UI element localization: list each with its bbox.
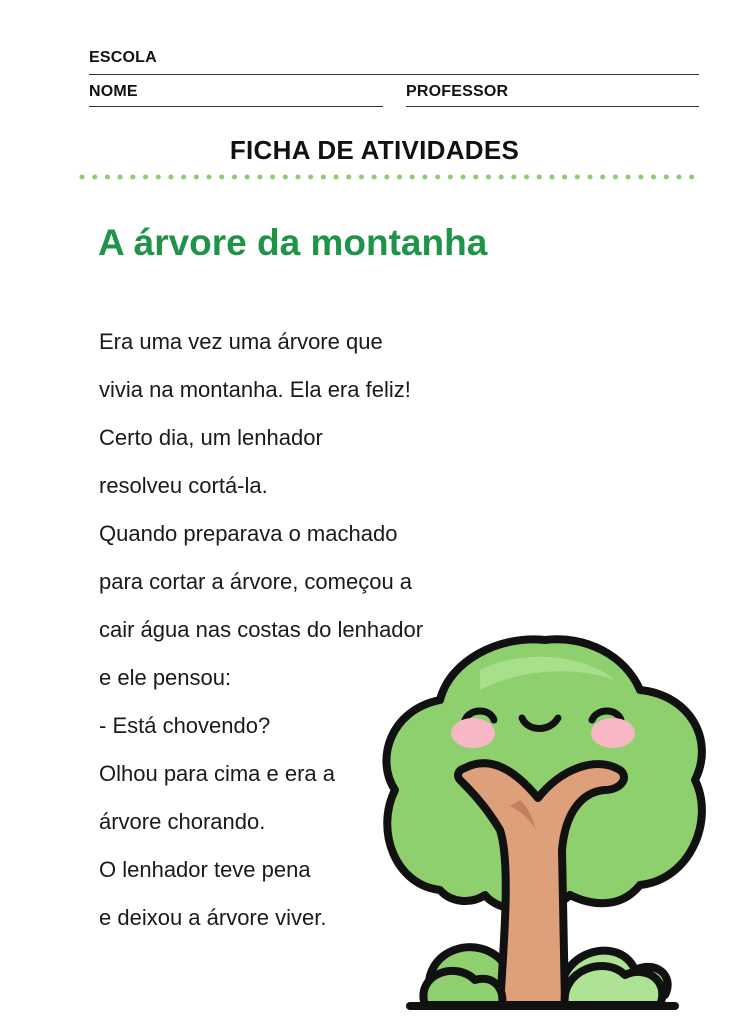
name-line[interactable]	[89, 106, 383, 107]
story-line: O lenhador teve pena	[99, 857, 311, 882]
story-line: - Está chovendo?	[99, 713, 271, 738]
school-line[interactable]	[89, 74, 699, 75]
story-line: Certo dia, um lenhador	[99, 425, 323, 450]
story-line: e deixou a árvore viver.	[99, 905, 327, 930]
smiling-tree-icon	[370, 630, 715, 1015]
story-line: Era uma vez uma árvore que	[99, 329, 383, 354]
teacher-label: PROFESSOR	[406, 83, 509, 100]
sheet-title: FICHA DE ATIVIDADES	[229, 135, 520, 165]
story-line: Olhou para cima e era a	[99, 761, 336, 786]
story-line: cair água nas costas do lenhador	[99, 617, 424, 642]
teacher-line[interactable]	[406, 106, 699, 107]
story-line: para cortar a árvore, começou a	[99, 569, 413, 594]
dotted-divider	[78, 170, 703, 184]
school-label: ESCOLA	[89, 49, 157, 66]
name-label: NOME	[89, 83, 138, 100]
story-line: árvore chorando.	[99, 809, 266, 834]
story-line: vivia na montanha. Ela era feliz!	[99, 377, 411, 402]
story-title: A árvore da montanha	[98, 222, 488, 263]
story-line: e ele pensou:	[99, 665, 232, 690]
story-line: Quando preparava o machado	[99, 521, 398, 546]
story-line: resolveu cortá-la.	[99, 473, 268, 498]
